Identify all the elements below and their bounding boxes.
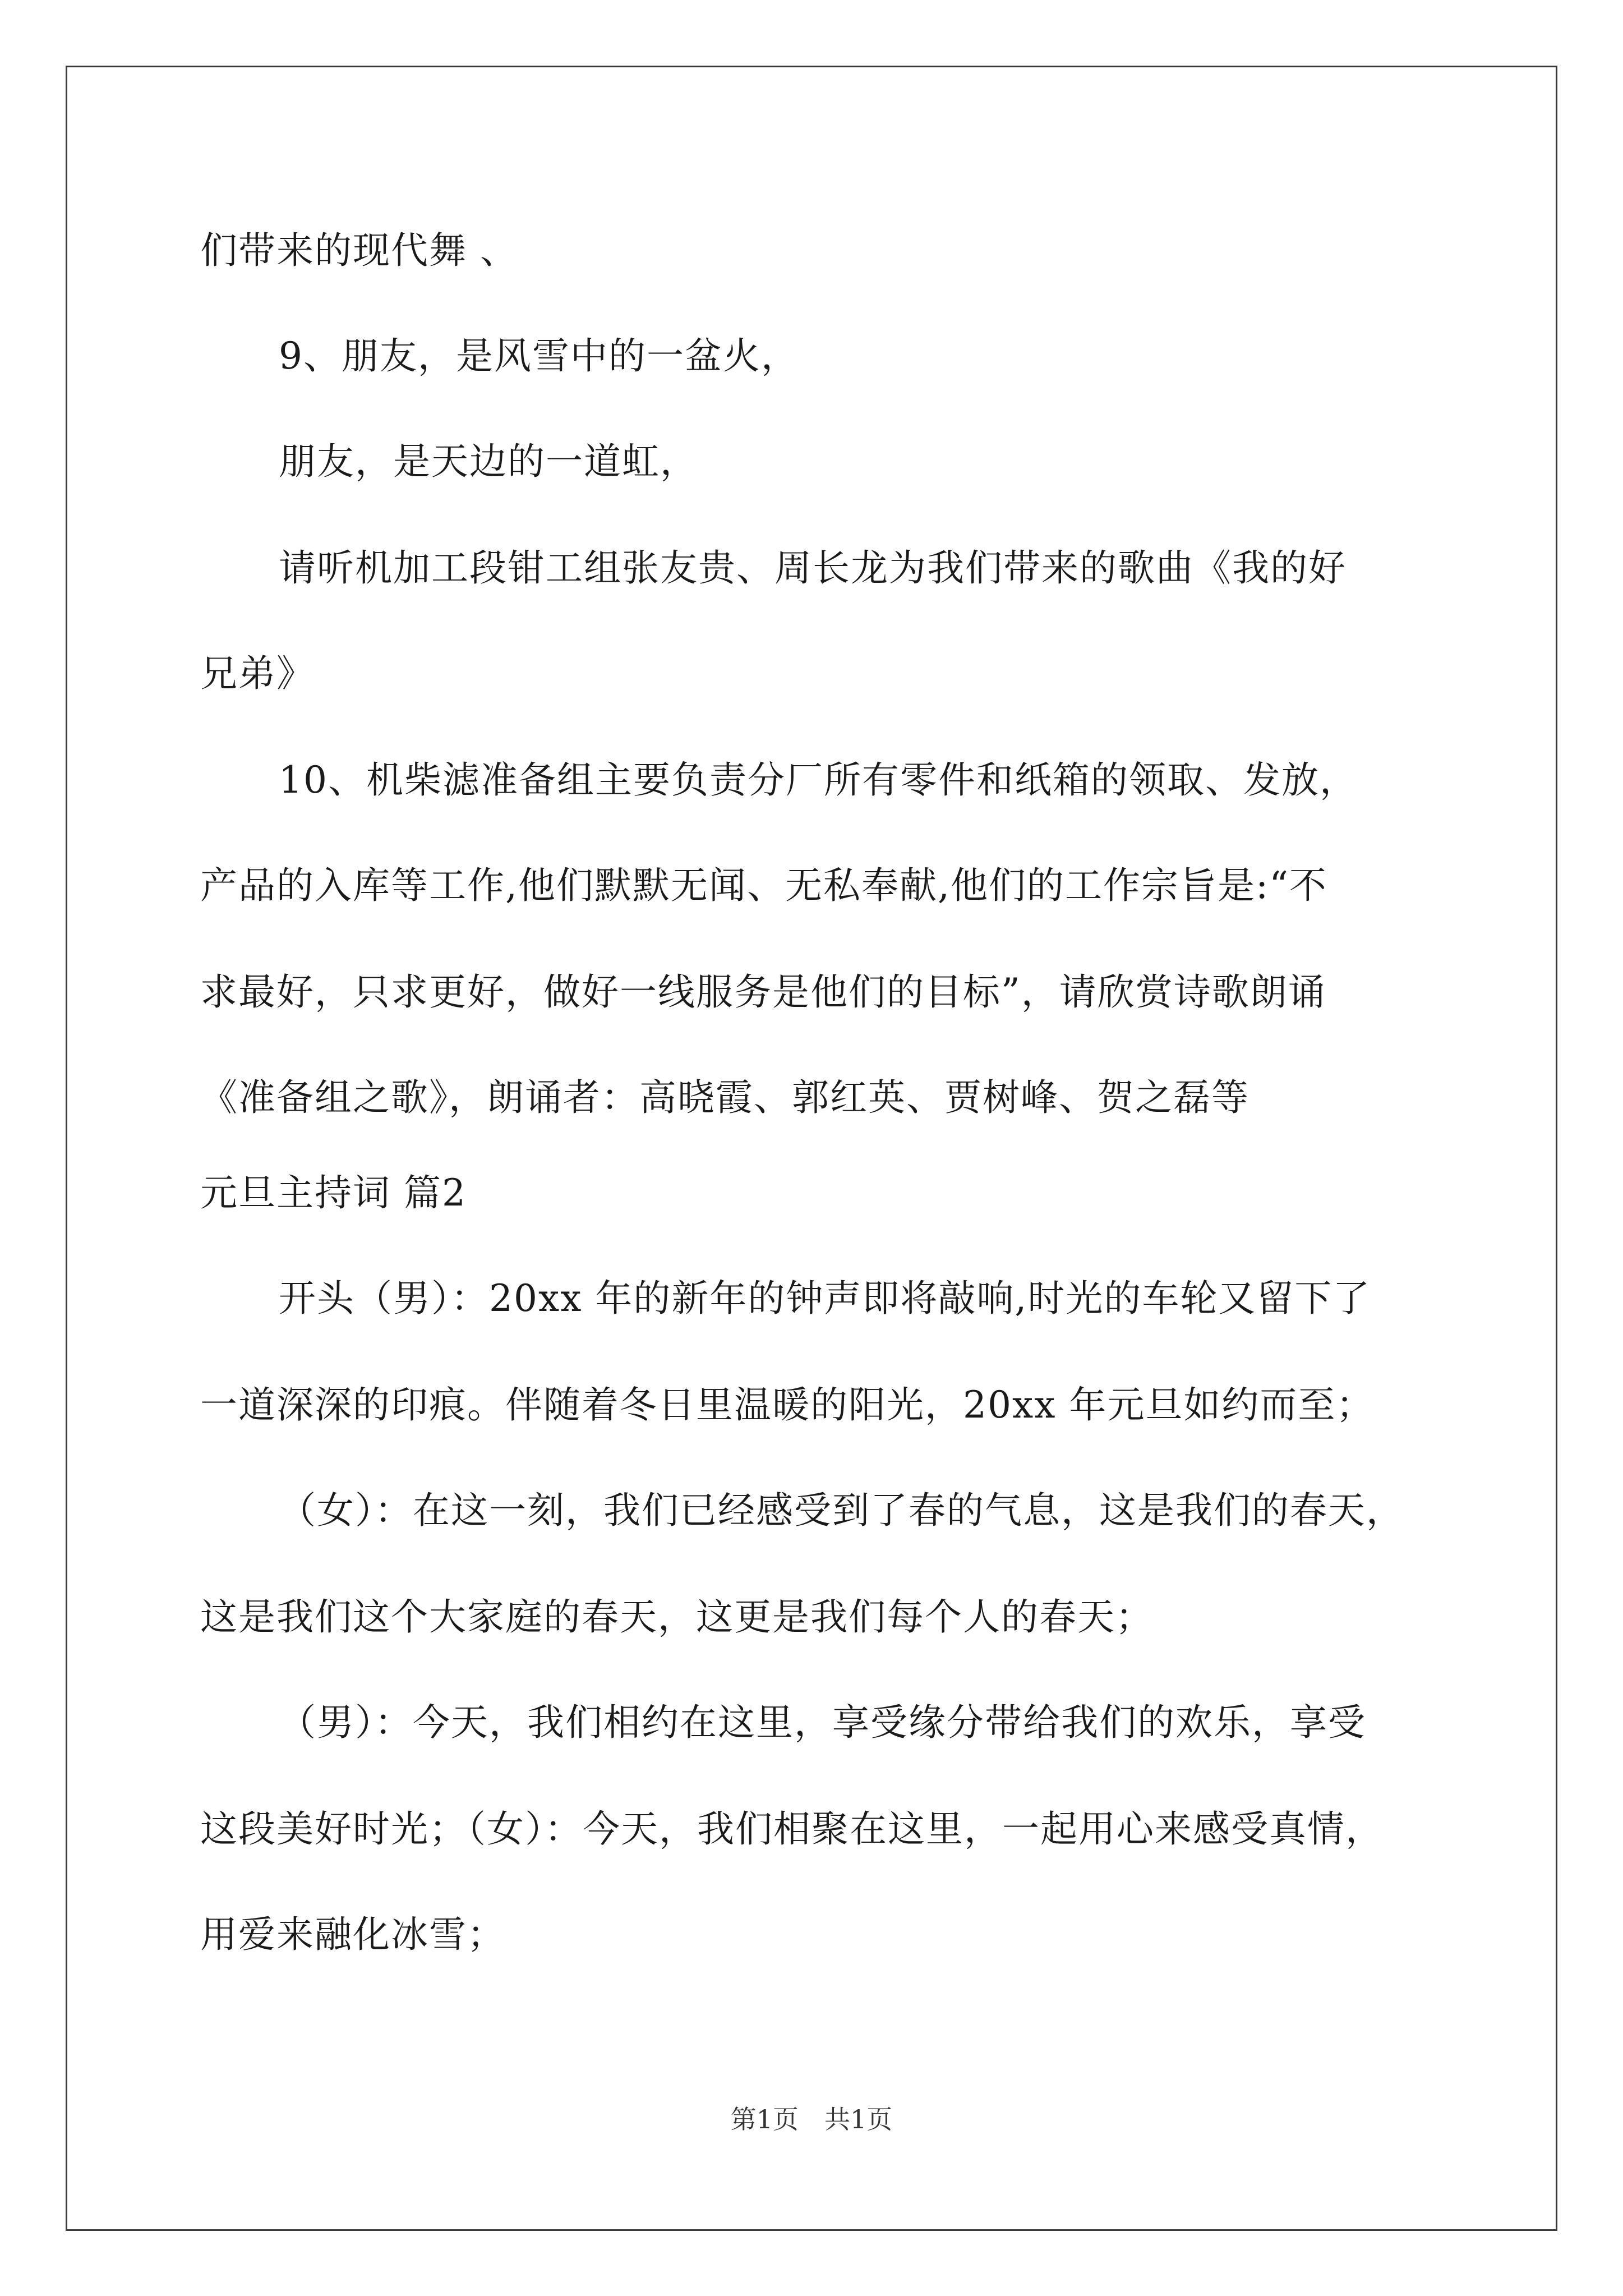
page-footer: 第1页 共1页 xyxy=(730,2104,893,2134)
text-line: （男）：今天，我们相约在这里，享受缘分带给我们的欢乐，享受 xyxy=(279,1701,1366,1744)
text-line: 《准备组之歌》，朗诵者：高晓霞、郭红英、贾树峰、贺之磊等 xyxy=(200,1076,1249,1119)
page-border xyxy=(66,66,1557,2231)
text-line: 开头（男）：20xx 年的新年的钟声即将敲响,时光的车轮又留下了 xyxy=(279,1277,1371,1320)
text-line: 请听机加工段钳工组张友贵、周长龙为我们带来的歌曲《我的好 xyxy=(279,546,1347,590)
text-line: 这是我们这个大家庭的春天，这更是我们每个人的春天； xyxy=(200,1595,1154,1639)
text-line: 求最好，只求更好，做好一线服务是他们的目标”，请欣赏诗歌朗诵 xyxy=(200,970,1326,1014)
text-line: 一道深深的印痕。伴随着冬日里温暖的阳光，20xx 年元旦如约而至； xyxy=(200,1383,1375,1427)
text-line: 10、机柴滤准备组主要负责分厂所有零件和纸箱的领取、发放， xyxy=(279,758,1358,802)
text-line: 朋友，是天边的一道虹， xyxy=(279,440,698,483)
text-line: 产品的入库等工作,他们默默无闻、无私奉献,他们的工作宗旨是:“不 xyxy=(200,864,1327,907)
text-line: 9、朋友，是风雪中的一盆火， xyxy=(279,334,799,378)
text-line: 用爱来融化冰雪； xyxy=(200,1913,505,1956)
section-heading: 元旦主持词 篇2 xyxy=(200,1171,467,1214)
text-line: 们带来的现代舞 、 xyxy=(200,229,518,272)
text-line: 兄弟》 xyxy=(200,652,315,695)
text-line: 这段美好时光；（女）：今天，我们相聚在这里，一起用心来感受真情， xyxy=(200,1807,1384,1851)
text-line: （女）：在这一刻，我们已经感受到了春的气息，这是我们的春天， xyxy=(279,1489,1404,1532)
